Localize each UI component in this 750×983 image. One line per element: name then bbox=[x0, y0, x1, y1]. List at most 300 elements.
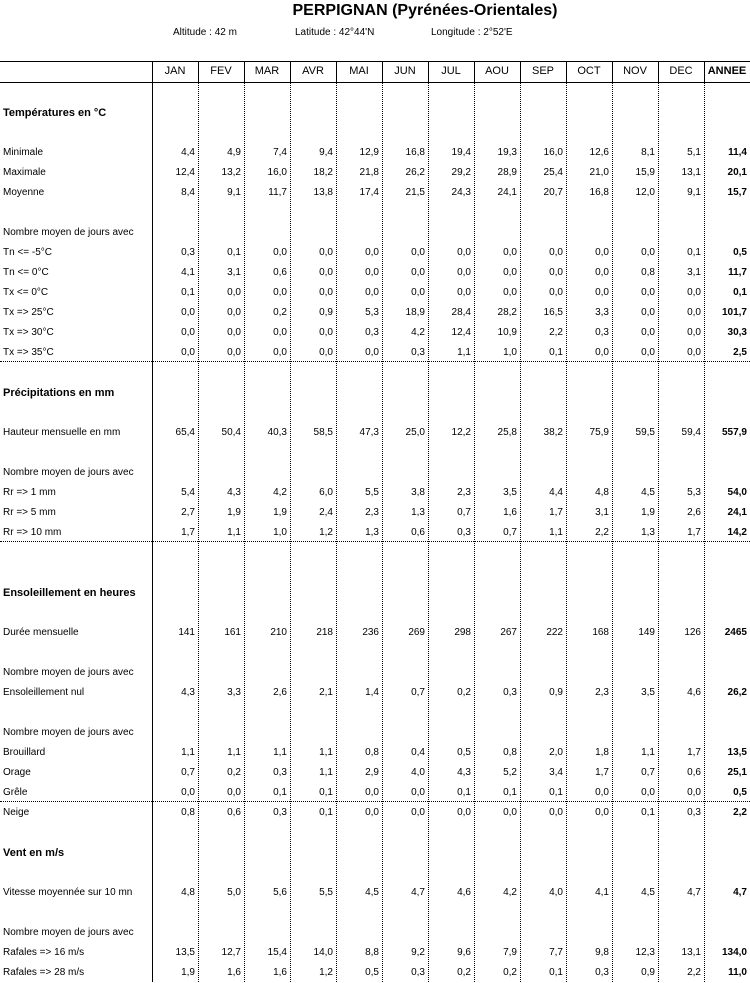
table-cell: 10,9 bbox=[497, 327, 517, 338]
table-cell: 0,0 bbox=[595, 287, 609, 298]
annual-value-cell: 2,2 bbox=[733, 807, 747, 818]
table-cell: 2,4 bbox=[319, 507, 333, 518]
table-cell: 0,0 bbox=[365, 347, 379, 358]
annual-value-cell: 30,3 bbox=[727, 327, 747, 338]
table-cell: 0,0 bbox=[595, 807, 609, 818]
table-cell: 0,3 bbox=[687, 807, 701, 818]
table-cell: 4,7 bbox=[687, 887, 701, 898]
table-cell: 13,1 bbox=[681, 947, 701, 958]
table-cell: 18,9 bbox=[405, 307, 425, 318]
table-cell: 4,2 bbox=[273, 487, 287, 498]
row-label: Rafales => 16 m/s bbox=[3, 947, 85, 958]
table-cell: 0,9 bbox=[319, 307, 333, 318]
table-cell: 0,0 bbox=[595, 787, 609, 798]
table-cell: 168 bbox=[592, 627, 609, 638]
table-cell: 5,0 bbox=[227, 887, 241, 898]
table-cell: 3,5 bbox=[641, 687, 655, 698]
table-cell: 8,1 bbox=[641, 147, 655, 158]
table-cell: 4,7 bbox=[411, 887, 425, 898]
table-cell: 12,6 bbox=[589, 147, 609, 158]
table-cell: 2,1 bbox=[319, 687, 333, 698]
column-header-jun: JUN bbox=[394, 65, 416, 77]
table-cell: 4,3 bbox=[227, 487, 241, 498]
table-cell: 65,4 bbox=[175, 427, 195, 438]
row-label: Rafales => 28 m/s bbox=[3, 967, 85, 978]
table-cell: 16,0 bbox=[543, 147, 563, 158]
table-cell: 0,6 bbox=[411, 527, 425, 538]
table-cell: 0,2 bbox=[457, 967, 471, 978]
table-cell: 0,0 bbox=[227, 327, 241, 338]
table-cell: 16,5 bbox=[543, 307, 563, 318]
table-cell: 1,9 bbox=[273, 507, 287, 518]
column-header-jul: JUL bbox=[441, 65, 461, 77]
table-cell: 0,5 bbox=[365, 967, 379, 978]
table-cell: 3,4 bbox=[549, 767, 563, 778]
column-header-avr: AVR bbox=[302, 65, 324, 77]
table-cell: 0,0 bbox=[273, 247, 287, 258]
table-cell: 269 bbox=[408, 627, 425, 638]
table-cell: 2,2 bbox=[549, 327, 563, 338]
row-label: Hauteur mensuelle en mm bbox=[3, 427, 121, 438]
table-cell: 7,7 bbox=[549, 947, 563, 958]
table-cell: 0,0 bbox=[595, 347, 609, 358]
row-label: Durée mensuelle bbox=[3, 627, 79, 638]
table-cell: 1,9 bbox=[641, 507, 655, 518]
table-cell: 25,8 bbox=[497, 427, 517, 438]
annual-value-cell: 15,7 bbox=[727, 187, 747, 198]
table-cell: 11,7 bbox=[268, 187, 287, 198]
table-cell: 29,2 bbox=[451, 167, 471, 178]
table-cell: 18,2 bbox=[313, 167, 333, 178]
table-cell: 0,0 bbox=[687, 287, 701, 298]
table-cell: 9,2 bbox=[411, 947, 425, 958]
table-cell: 0,0 bbox=[365, 807, 379, 818]
table-cell: 0,0 bbox=[503, 807, 517, 818]
table-cell: 0,0 bbox=[549, 247, 563, 258]
table-cell: 9,8 bbox=[595, 947, 609, 958]
table-cell: 0,3 bbox=[365, 327, 379, 338]
table-cell: 47,3 bbox=[359, 427, 379, 438]
table-cell: 26,2 bbox=[405, 167, 425, 178]
row-label: Nombre moyen de jours avec bbox=[3, 467, 134, 478]
table-cell: 0,8 bbox=[181, 807, 195, 818]
table-cell: 0,0 bbox=[503, 287, 517, 298]
row-label: Vitesse moyennée sur 10 mn bbox=[3, 887, 133, 898]
table-cell: 5,4 bbox=[181, 487, 195, 498]
table-cell: 0,6 bbox=[273, 267, 287, 278]
table-cell: 161 bbox=[224, 627, 241, 638]
table-cell: 0,8 bbox=[641, 267, 655, 278]
table-cell: 0,0 bbox=[687, 347, 701, 358]
table-cell: 13,2 bbox=[221, 167, 241, 178]
row-label: Rr => 1 mm bbox=[3, 487, 56, 498]
table-cell: 0,0 bbox=[687, 307, 701, 318]
table-cell: 0,0 bbox=[319, 267, 333, 278]
table-cell: 0,0 bbox=[319, 347, 333, 358]
table-cell: 0,0 bbox=[181, 787, 195, 798]
annual-value-cell: 11,0 bbox=[728, 967, 747, 978]
table-cell: 0,1 bbox=[549, 787, 563, 798]
table-cell: 0,0 bbox=[319, 247, 333, 258]
table-cell: 0,1 bbox=[549, 967, 563, 978]
table-cell: 0,3 bbox=[595, 967, 609, 978]
annual-value-cell: 11,4 bbox=[728, 147, 747, 158]
column-header-jan: JAN bbox=[164, 65, 186, 77]
table-cell: 1,2 bbox=[319, 527, 333, 538]
table-cell: 0,4 bbox=[411, 747, 425, 758]
column-header-mai: MAI bbox=[349, 65, 369, 77]
table-cell: 9,6 bbox=[457, 947, 471, 958]
table-cell: 0,7 bbox=[181, 767, 195, 778]
row-label: Moyenne bbox=[3, 187, 45, 198]
table-cell: 0,0 bbox=[549, 287, 563, 298]
table-cell: 4,2 bbox=[411, 327, 425, 338]
table-cell: 0,0 bbox=[365, 247, 379, 258]
table-cell: 0,0 bbox=[641, 287, 655, 298]
table-cell: 5,3 bbox=[687, 487, 701, 498]
row-label: Tx => 30°C bbox=[3, 327, 54, 338]
table-cell: 1,3 bbox=[641, 527, 655, 538]
table-cell: 0,3 bbox=[273, 767, 287, 778]
row-label: Tn <= -5°C bbox=[3, 247, 53, 258]
table-cell: 4,1 bbox=[181, 267, 195, 278]
table-cell: 0,0 bbox=[227, 347, 241, 358]
table-cell: 0,1 bbox=[273, 787, 287, 798]
table-cell: 0,0 bbox=[273, 327, 287, 338]
latitude-text: Latitude : 42°44'N bbox=[295, 27, 375, 38]
table-cell: 0,6 bbox=[687, 767, 701, 778]
table-cell: 0,0 bbox=[457, 807, 471, 818]
table-cell: 0,7 bbox=[641, 767, 655, 778]
row-label: Maximale bbox=[3, 167, 46, 178]
table-cell: 1,7 bbox=[687, 527, 701, 538]
table-cell: 0,0 bbox=[641, 347, 655, 358]
table-cell: 1,1 bbox=[227, 527, 241, 538]
table-cell: 141 bbox=[178, 627, 195, 638]
table-cell: 7,4 bbox=[273, 147, 287, 158]
table-cell: 1,1 bbox=[641, 747, 655, 758]
table-cell: 0,0 bbox=[503, 267, 517, 278]
table-cell: 4,3 bbox=[181, 687, 195, 698]
table-cell: 1,1 bbox=[319, 767, 333, 778]
table-cell: 1,7 bbox=[181, 527, 195, 538]
table-cell: 59,4 bbox=[681, 427, 701, 438]
table-cell: 1,6 bbox=[273, 967, 287, 978]
table-cell: 0,0 bbox=[595, 267, 609, 278]
table-cell: 1,8 bbox=[595, 747, 609, 758]
table-cell: 0,2 bbox=[503, 967, 517, 978]
row-label: Minimale bbox=[3, 147, 44, 158]
table-cell: 0,0 bbox=[227, 787, 241, 798]
table-cell: 0,7 bbox=[411, 687, 425, 698]
annual-value-cell: 14,2 bbox=[727, 527, 747, 538]
table-cell: 4,5 bbox=[365, 887, 379, 898]
row-label: Tn <= 0°C bbox=[3, 267, 49, 278]
table-cell: 14,0 bbox=[313, 947, 333, 958]
table-cell: 0,0 bbox=[319, 287, 333, 298]
table-cell: 0,3 bbox=[503, 687, 517, 698]
table-cell: 9,1 bbox=[227, 187, 241, 198]
table-cell: 19,4 bbox=[451, 147, 471, 158]
table-cell: 1,1 bbox=[181, 747, 195, 758]
table-cell: 0,0 bbox=[641, 787, 655, 798]
table-cell: 12,0 bbox=[635, 187, 655, 198]
table-cell: 0,1 bbox=[503, 787, 517, 798]
table-cell: 0,3 bbox=[411, 967, 425, 978]
table-cell: 28,2 bbox=[497, 307, 517, 318]
table-cell: 4,4 bbox=[549, 487, 563, 498]
table-cell: 4,8 bbox=[595, 487, 609, 498]
table-cell: 1,1 bbox=[273, 747, 287, 758]
table-cell: 0,8 bbox=[365, 747, 379, 758]
table-cell: 19,3 bbox=[497, 147, 517, 158]
table-cell: 16,8 bbox=[589, 187, 609, 198]
table-cell: 4,3 bbox=[457, 767, 471, 778]
table-cell: 4,6 bbox=[687, 687, 701, 698]
table-cell: 0,0 bbox=[273, 287, 287, 298]
table-cell: 1,1 bbox=[457, 347, 471, 358]
table-cell: 4,0 bbox=[549, 887, 563, 898]
table-cell: 218 bbox=[316, 627, 333, 638]
table-cell: 0,3 bbox=[181, 247, 195, 258]
table-cell: 4,5 bbox=[641, 487, 655, 498]
table-cell: 0,0 bbox=[365, 787, 379, 798]
annual-value-cell: 101,7 bbox=[721, 307, 747, 318]
table-cell: 17,4 bbox=[359, 187, 379, 198]
table-cell: 2,2 bbox=[595, 527, 609, 538]
table-cell: 1,0 bbox=[273, 527, 287, 538]
table-cell: 1,4 bbox=[365, 687, 379, 698]
table-cell: 0,2 bbox=[273, 307, 287, 318]
table-cell: 0,3 bbox=[411, 347, 425, 358]
table-cell: 2,0 bbox=[549, 747, 563, 758]
header-bottom-border bbox=[0, 82, 750, 83]
table-cell: 2,6 bbox=[273, 687, 287, 698]
table-cell: 210 bbox=[270, 627, 287, 638]
row-label: Tx => 25°C bbox=[3, 307, 54, 318]
table-cell: 58,5 bbox=[313, 427, 333, 438]
table-cell: 3,3 bbox=[595, 307, 609, 318]
table-cell: 0,5 bbox=[457, 747, 471, 758]
table-cell: 0,7 bbox=[503, 527, 517, 538]
table-cell: 4,5 bbox=[641, 887, 655, 898]
row-label: Nombre moyen de jours avec bbox=[3, 727, 134, 738]
table-cell: 2,7 bbox=[181, 507, 195, 518]
table-cell: 20,7 bbox=[543, 187, 563, 198]
table-cell: 16,8 bbox=[405, 147, 425, 158]
table-cell: 0,0 bbox=[641, 307, 655, 318]
table-cell: 0,9 bbox=[641, 967, 655, 978]
section-heading: Ensoleillement en heures bbox=[3, 587, 136, 599]
table-cell: 0,0 bbox=[411, 807, 425, 818]
table-cell: 5,5 bbox=[365, 487, 379, 498]
table-cell: 2,3 bbox=[595, 687, 609, 698]
table-cell: 2,3 bbox=[457, 487, 471, 498]
annual-value-cell: 134,0 bbox=[721, 947, 747, 958]
table-cell: 1,7 bbox=[549, 507, 563, 518]
column-header-fev: FEV bbox=[210, 65, 232, 77]
table-cell: 8,4 bbox=[181, 187, 195, 198]
table-cell: 0,0 bbox=[549, 807, 563, 818]
table-cell: 0,0 bbox=[687, 327, 701, 338]
row-label: Orage bbox=[3, 767, 31, 778]
table-cell: 9,1 bbox=[687, 187, 701, 198]
altitude-text: Altitude : 42 m bbox=[173, 27, 237, 38]
row-label: Rr => 10 mm bbox=[3, 527, 62, 538]
table-cell: 0,3 bbox=[595, 327, 609, 338]
table-cell: 0,2 bbox=[227, 767, 241, 778]
table-cell: 1,1 bbox=[549, 527, 563, 538]
table-cell: 0,1 bbox=[319, 787, 333, 798]
table-cell: 2,2 bbox=[687, 967, 701, 978]
table-cell: 13,8 bbox=[313, 187, 333, 198]
section-heading: Vent en m/s bbox=[3, 847, 65, 859]
section-heading: Températures en °C bbox=[3, 107, 107, 119]
table-cell: 40,3 bbox=[267, 427, 287, 438]
table-cell: 0,3 bbox=[273, 807, 287, 818]
table-cell: 5,6 bbox=[273, 887, 287, 898]
table-cell: 12,4 bbox=[451, 327, 471, 338]
table-cell: 0,0 bbox=[181, 327, 195, 338]
table-cell: 21,0 bbox=[589, 167, 609, 178]
table-cell: 0,2 bbox=[457, 687, 471, 698]
page-title: PERPIGNAN (Pyrénées-Orientales) bbox=[292, 2, 558, 19]
table-cell: 0,0 bbox=[181, 347, 195, 358]
table-cell: 0,0 bbox=[457, 267, 471, 278]
table-cell: 0,0 bbox=[319, 327, 333, 338]
table-cell: 0,0 bbox=[595, 247, 609, 258]
row-label: Brouillard bbox=[3, 747, 46, 758]
section-heading: Précipitations en mm bbox=[3, 387, 115, 399]
row-label: Tx <= 0°C bbox=[3, 287, 49, 298]
annual-value-cell: 2465 bbox=[724, 627, 747, 638]
table-cell: 25,0 bbox=[405, 427, 425, 438]
table-cell: 0,0 bbox=[503, 247, 517, 258]
table-cell: 28,9 bbox=[497, 167, 517, 178]
annual-value-cell: 2,5 bbox=[733, 347, 747, 358]
table-cell: 0,1 bbox=[227, 247, 241, 258]
table-cell: 0,3 bbox=[457, 527, 471, 538]
table-cell: 4,8 bbox=[181, 887, 195, 898]
table-cell: 9,4 bbox=[319, 147, 333, 158]
table-cell: 0,8 bbox=[503, 747, 517, 758]
table-cell: 0,1 bbox=[181, 287, 195, 298]
table-cell: 0,1 bbox=[641, 807, 655, 818]
table-cell: 12,9 bbox=[359, 147, 379, 158]
table-cell: 2,3 bbox=[365, 507, 379, 518]
table-cell: 1,3 bbox=[365, 527, 379, 538]
table-cell: 126 bbox=[684, 627, 701, 638]
table-cell: 24,3 bbox=[451, 187, 471, 198]
table-cell: 59,5 bbox=[635, 427, 655, 438]
table-cell: 1,6 bbox=[227, 967, 241, 978]
annual-value-cell: 0,5 bbox=[733, 247, 747, 258]
table-cell: 0,6 bbox=[227, 807, 241, 818]
table-cell: 0,0 bbox=[641, 327, 655, 338]
row-label: Tx => 35°C bbox=[3, 347, 54, 358]
table-cell: 1,0 bbox=[503, 347, 517, 358]
table-cell: 1,7 bbox=[687, 747, 701, 758]
table-cell: 1,9 bbox=[227, 507, 241, 518]
table-cell: 0,0 bbox=[411, 787, 425, 798]
table-cell: 3,5 bbox=[503, 487, 517, 498]
table-cell: 149 bbox=[638, 627, 655, 638]
table-cell: 0,0 bbox=[411, 267, 425, 278]
table-cell: 0,0 bbox=[687, 787, 701, 798]
annual-value-cell: 11,7 bbox=[728, 267, 747, 278]
table-cell: 50,4 bbox=[221, 427, 241, 438]
table-cell: 13,1 bbox=[681, 167, 701, 178]
table-cell: 2,9 bbox=[365, 767, 379, 778]
table-cell: 236 bbox=[362, 627, 379, 638]
row-label: Nombre moyen de jours avec bbox=[3, 667, 134, 678]
table-cell: 298 bbox=[454, 627, 471, 638]
table-cell: 0,0 bbox=[641, 247, 655, 258]
table-cell: 1,1 bbox=[227, 747, 241, 758]
table-cell: 0,0 bbox=[457, 287, 471, 298]
table-cell: 0,0 bbox=[227, 287, 241, 298]
table-cell: 0,1 bbox=[549, 347, 563, 358]
annual-value-cell: 25,1 bbox=[727, 767, 747, 778]
column-header-sep: SEP bbox=[531, 65, 554, 77]
table-cell: 4,2 bbox=[503, 887, 517, 898]
annual-value-cell: 13,5 bbox=[727, 747, 747, 758]
row-label: Rr => 5 mm bbox=[3, 507, 56, 518]
table-cell: 15,4 bbox=[267, 947, 287, 958]
table-cell: 1,3 bbox=[411, 507, 425, 518]
table-cell: 38,2 bbox=[543, 427, 563, 438]
column-header-annee: ANNEE bbox=[707, 65, 747, 77]
table-cell: 0,0 bbox=[273, 347, 287, 358]
table-cell: 4,6 bbox=[457, 887, 471, 898]
longitude-text: Longitude : 2°52'E bbox=[431, 27, 513, 38]
table-cell: 0,0 bbox=[411, 287, 425, 298]
row-label: Grêle bbox=[3, 787, 28, 798]
annual-value-cell: 0,1 bbox=[733, 287, 747, 298]
table-cell: 0,0 bbox=[549, 267, 563, 278]
table-cell: 3,8 bbox=[411, 487, 425, 498]
table-cell: 0,0 bbox=[227, 307, 241, 318]
table-cell: 0,0 bbox=[365, 267, 379, 278]
table-cell: 7,9 bbox=[503, 947, 517, 958]
table-cell: 12,3 bbox=[635, 947, 655, 958]
table-cell: 15,9 bbox=[635, 167, 655, 178]
table-cell: 25,4 bbox=[543, 167, 563, 178]
table-cell: 4,1 bbox=[595, 887, 609, 898]
annual-value-cell: 0,5 bbox=[733, 787, 747, 798]
table-cell: 1,6 bbox=[503, 507, 517, 518]
annual-value-cell: 4,7 bbox=[733, 887, 747, 898]
table-cell: 12,4 bbox=[175, 167, 195, 178]
row-label: Neige bbox=[3, 807, 30, 818]
table-cell: 3,1 bbox=[687, 267, 701, 278]
row-label: Nombre moyen de jours avec bbox=[3, 227, 134, 238]
table-cell: 0,7 bbox=[457, 507, 471, 518]
table-cell: 0,0 bbox=[181, 307, 195, 318]
table-cell: 12,7 bbox=[221, 947, 241, 958]
table-cell: 13,5 bbox=[175, 947, 195, 958]
annual-value-cell: 24,1 bbox=[727, 507, 747, 518]
table-cell: 4,9 bbox=[227, 147, 241, 158]
table-cell: 0,1 bbox=[687, 247, 701, 258]
table-cell: 16,0 bbox=[267, 167, 287, 178]
column-header-aou: AOU bbox=[485, 65, 509, 77]
table-cell: 1,7 bbox=[595, 767, 609, 778]
row-label: Nombre moyen de jours avec bbox=[3, 927, 134, 938]
annual-value-cell: 557,9 bbox=[721, 427, 747, 438]
column-header-mar: MAR bbox=[254, 65, 280, 77]
table-cell: 5,3 bbox=[365, 307, 379, 318]
